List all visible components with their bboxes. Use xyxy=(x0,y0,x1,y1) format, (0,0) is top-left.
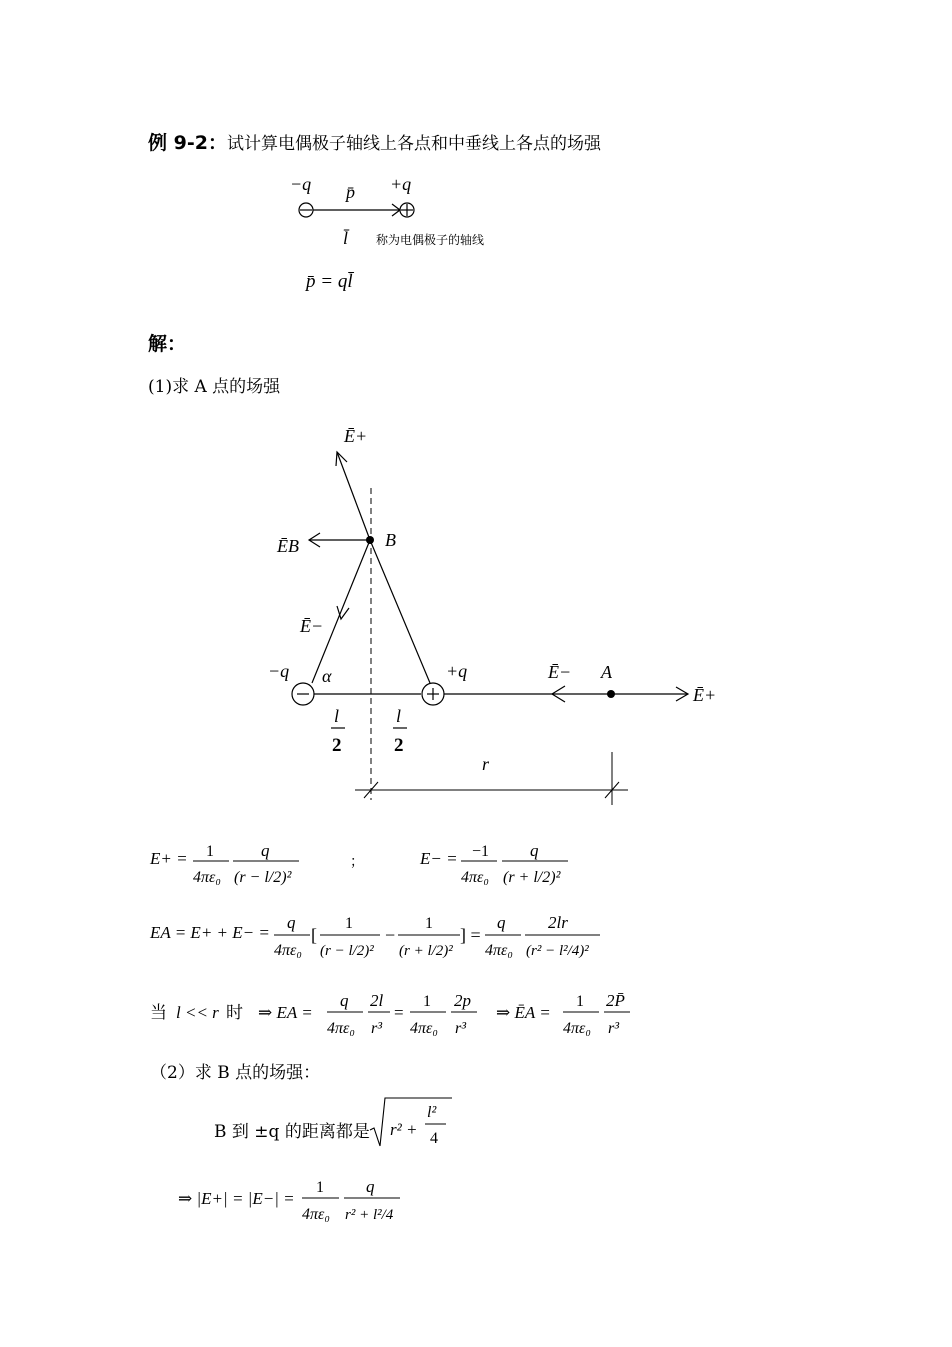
eq4-f3-num: 1 xyxy=(423,993,431,1010)
label-minus-q: −q xyxy=(268,661,290,681)
eq3-bracket-open: [ xyxy=(311,925,317,945)
eq4-f4-den: r³ xyxy=(455,1020,467,1037)
sqrt-num: l² xyxy=(427,1104,437,1121)
eq3-bracket-close: ] = xyxy=(460,925,481,945)
distance-text: B 到 ±q 的距离都是 xyxy=(214,1122,370,1142)
example-question: 试计算电偶极子轴线上各点和中垂线上各点的场强 xyxy=(226,134,601,154)
eq5-lhs: ⇒ |E+| = |E−| = xyxy=(178,1189,295,1208)
eq4-implies1: ⇒ EA = xyxy=(258,1003,313,1022)
dipole-plus-q: +q xyxy=(390,174,412,194)
label-e-minus-right: Ē− xyxy=(548,662,572,682)
half-l-right-num: l xyxy=(396,706,402,726)
eq1-frac2-den: (r − l/2)² xyxy=(234,869,292,886)
eq5-f2-den: r² + l²/4 xyxy=(345,1207,394,1223)
label-r: r xyxy=(482,754,490,774)
part2-title: （2）求 B 点的场强： xyxy=(150,1063,321,1083)
example-label: 例 9-2： xyxy=(148,132,227,154)
eq4-implies2: ⇒ ĒA = xyxy=(496,1003,551,1022)
half-l-left-den: 2 xyxy=(332,735,342,756)
eq4-f6-den: r³ xyxy=(608,1020,620,1037)
eq4-f3-den: 4πε₀ xyxy=(410,1020,438,1037)
eq4-f2-num: 2l xyxy=(370,991,384,1010)
eq1-frac1-num: 1 xyxy=(206,843,214,860)
label-e-plus-top: Ē+ xyxy=(344,426,368,446)
eq3-f4-num: q xyxy=(497,913,506,932)
eq2-frac1-den: 4πε₀ xyxy=(461,869,489,886)
dipole-minus-q: −q xyxy=(290,174,312,194)
sqrt-inner-a: r² + xyxy=(390,1120,418,1139)
solution-label: 解： xyxy=(148,333,187,355)
dipole-p-vec: p̄ xyxy=(346,182,355,202)
eq1-frac1-den: 4πε₀ xyxy=(193,869,221,886)
half-l-right-den: 2 xyxy=(394,735,404,756)
eq4-eq: = xyxy=(394,1003,404,1022)
eq5-f1-den: 4πε₀ xyxy=(302,1206,330,1223)
eq4-f4-num: 2p xyxy=(454,991,471,1010)
label-alpha: α xyxy=(322,666,332,686)
label-plus-q: +q xyxy=(446,661,468,681)
eq3-f5-den: (r² − l²/4)² xyxy=(526,943,589,959)
eq3-f2-den: (r − l/2)² xyxy=(320,943,374,959)
eq3-minus: − xyxy=(385,925,396,945)
eq5-f2-num: q xyxy=(366,1177,375,1196)
eq3-f3-num: 1 xyxy=(425,915,433,932)
eq3-f1-den: 4πε₀ xyxy=(274,942,302,959)
eq5-f1-num: 1 xyxy=(316,1179,324,1196)
eq4-f1-num: q xyxy=(340,991,349,1010)
dipole-l-vec: l̄ xyxy=(343,228,349,248)
dipole-relation: p̄ = ql̄ xyxy=(306,271,353,292)
eq-semicolon: ； xyxy=(350,855,364,870)
part1-title: (1)求 A 点的场强 xyxy=(148,377,281,397)
eq2-lhs: E− = xyxy=(420,849,458,868)
eq4-f5-num: 1 xyxy=(576,993,584,1010)
dipole-axis-note: 称为电偶极子的轴线 xyxy=(376,233,485,247)
eq4-f1-den: 4πε₀ xyxy=(327,1020,355,1037)
label-e-b: ĒB xyxy=(277,536,299,556)
label-a: A xyxy=(601,662,612,682)
eq4-f5-den: 4πε₀ xyxy=(563,1020,591,1037)
eq4-cond: l << r xyxy=(176,1003,219,1022)
eq3-f4-den: 4πε₀ xyxy=(485,942,513,959)
eq4-when: 当 xyxy=(150,1003,167,1022)
eq3-f2-num: 1 xyxy=(345,915,353,932)
eq4-shi: 时 xyxy=(226,1003,243,1022)
eq4-f6-num: 2P̄ xyxy=(606,991,625,1010)
label-b: B xyxy=(385,530,396,550)
eq3-f5-num: 2lr xyxy=(548,913,568,932)
eq1-frac2-num: q xyxy=(261,841,270,860)
eq3-f1-num: q xyxy=(287,913,296,932)
eq1-lhs: E+ = xyxy=(150,849,188,868)
eq2-frac2-den: (r + l/2)² xyxy=(503,869,561,886)
label-e-minus-left: Ē− xyxy=(300,616,324,636)
eq3-f3-den: (r + l/2)² xyxy=(399,943,453,959)
eq4-f2-den: r³ xyxy=(371,1020,383,1037)
eq2-frac2-num: q xyxy=(530,841,539,860)
eq3-lhs: EA = E+ + E− = xyxy=(150,923,270,942)
sqrt-den: 4 xyxy=(430,1130,438,1147)
eq2-frac1-num: −1 xyxy=(472,843,490,860)
label-e-plus-right: Ē+ xyxy=(693,685,717,705)
half-l-left-num: l xyxy=(334,706,340,726)
